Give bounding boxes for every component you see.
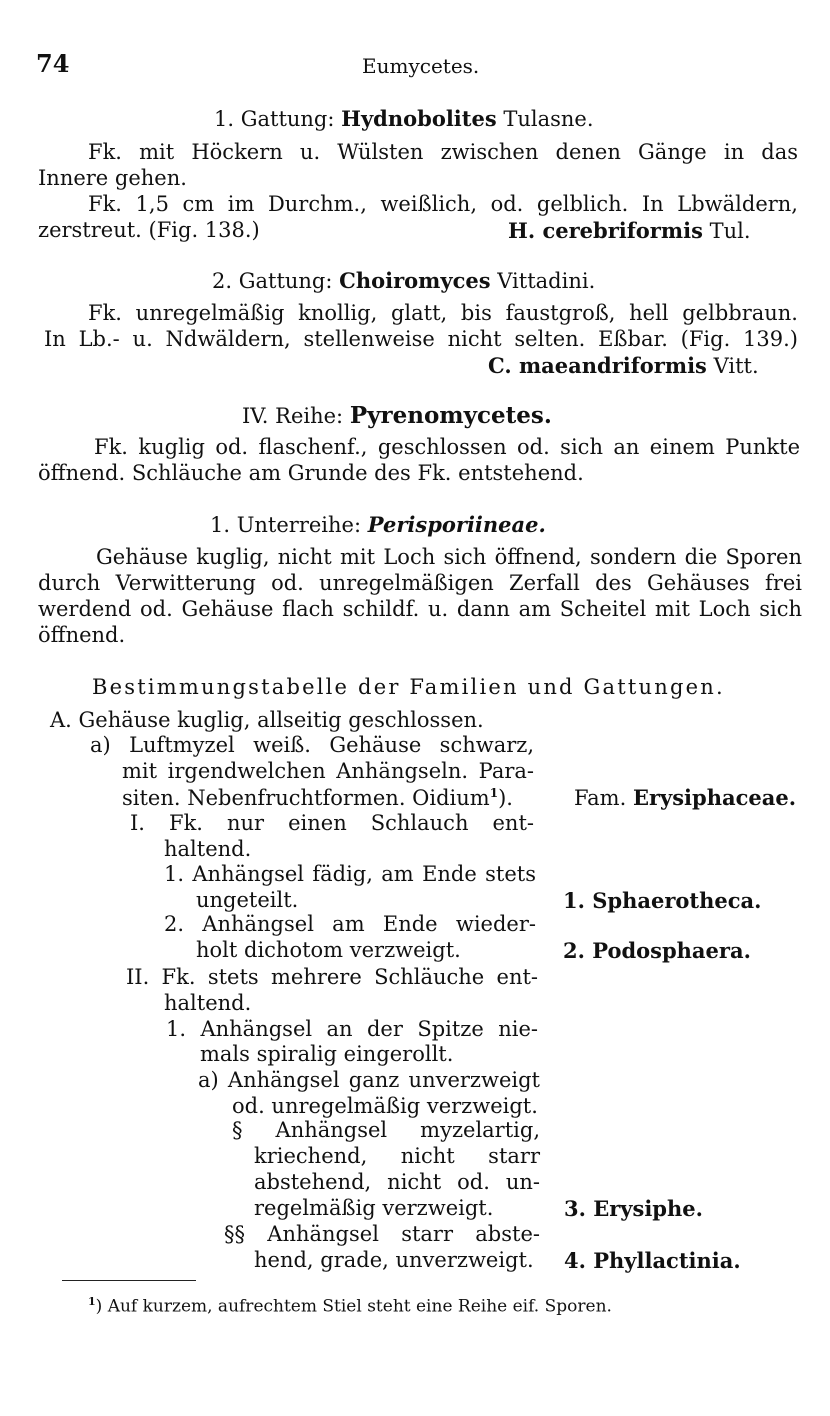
genus-result: 2. Podosphaera. — [563, 938, 751, 963]
key-line: od. unregelmäßig verzweigt. — [232, 1094, 538, 1118]
key-line-A: A. Gehäuse kuglig, allseitig geschlossen. — [50, 708, 484, 732]
key-line: hend, grade, unverzweigt. — [254, 1248, 534, 1272]
key-line: mit irgendwelchen Anhängseln. Para- — [122, 759, 534, 783]
footnote-rule — [62, 1280, 196, 1281]
series-heading-prefix: IV. Reihe: — [242, 404, 344, 428]
text-line: Fk. unregelmäßig knollig, glatt, bis faustgroß, hell gelbbraun. — [88, 301, 798, 325]
genus-result: 1. Sphaerotheca. — [563, 888, 762, 913]
text-line: Gehäuse kuglig, nicht mit Loch sich öffnend, sondern die Sporen — [96, 545, 802, 569]
key-line: I. Fk. nur einen Schlauch ent- — [130, 811, 534, 835]
genus-heading-prefix: 2. Gattung: — [212, 269, 333, 293]
key-line: ungeteilt. — [196, 888, 299, 912]
key-line: §§ Anhängsel starr abste- — [224, 1222, 540, 1246]
key-line: siten. Nebenfruchtformen. Oidium$^1$). — [122, 786, 513, 810]
species-name: C. maeandriformis Vitt. — [488, 353, 759, 378]
key-line: haltend. — [164, 837, 252, 861]
subseries-heading — [210, 514, 546, 536]
genus-author: Tulasne. — [503, 107, 594, 131]
text-line: Fk. kuglig od. flaschenf., geschlossen od. sich an einem Punkte — [94, 435, 800, 459]
series-name: Pyrenomycetes. — [349, 402, 552, 429]
species-name: H. cerebriformis Tul. — [508, 218, 751, 243]
family-result: Fam. Erysiphaceae. — [574, 785, 797, 810]
genus-heading-2 — [212, 270, 595, 292]
genus-name: Hydnobolites — [341, 106, 497, 131]
key-line: regelmäßig verzweigt. — [254, 1196, 494, 1220]
key-line: holt dichotom verzweigt. — [196, 938, 461, 962]
genus-heading-1 — [214, 108, 594, 130]
key-line: kriechend, nicht starr — [254, 1144, 540, 1168]
running-title: Eumycetes. — [362, 54, 480, 78]
genus-heading-prefix: 1. Gattung: — [214, 107, 335, 131]
text-line: werdend od. Gehäuse flach schildf. u. dann am Scheitel mit Loch sich — [38, 597, 802, 621]
key-line: abstehend, nicht od. un- — [254, 1170, 540, 1194]
footnote: $^1$) Auf kurzem, aufrechtem Stiel steht eine Reihe eif. Sporen. — [88, 1295, 612, 1317]
genus-name: Choiromyces — [339, 268, 491, 293]
key-line: haltend. — [164, 991, 252, 1015]
key-line: 2. Anhängsel am Ende wieder- — [164, 912, 536, 936]
text-line: öffnend. — [38, 623, 126, 647]
text-line: Fk. 1,5 cm im Durchm., weißlich, od. gelblich. In Lbwäldern, — [88, 192, 798, 216]
subseries-heading-prefix: 1. Unterreihe: — [210, 513, 362, 537]
key-line: a) Luftmyzel weiß. Gehäuse schwarz, — [90, 733, 534, 757]
text-line: zerstreut. (Fig. 138.) — [38, 218, 260, 242]
text-line: In Lb.- u. Ndwäldern, stellenweise nicht selten. Eßbar. (Fig. 139.) — [44, 327, 798, 351]
key-line: II. Fk. stets mehrere Schläuche ent- — [126, 965, 538, 989]
genus-author: Vittadini. — [497, 269, 596, 293]
text-line: öffnend. Schläuche am Grunde des Fk. entstehend. — [38, 461, 584, 485]
key-line: § Anhängsel myzelartig, — [232, 1118, 540, 1142]
key-line: 1. Anhängsel fädig, am Ende stets — [164, 862, 536, 886]
table-title: Bestimmungstabelle der Familien und Gattungen. — [92, 675, 725, 699]
genus-result: 3. Erysiphe. — [564, 1196, 703, 1221]
key-line: 1. Anhängsel an der Spitze nie- — [166, 1017, 538, 1041]
text-line: Fk. mit Höckern u. Wülsten zwischen denen Gänge in das — [88, 140, 798, 164]
subseries-name: Perisporiineae. — [367, 512, 546, 537]
text-line: Innere gehen. — [38, 166, 187, 190]
series-heading — [242, 404, 552, 427]
page-number: 74 — [36, 49, 70, 78]
key-line: mals spiralig eingerollt. — [200, 1042, 454, 1066]
text-line: durch Verwitterung od. unregelmäßigen Zerfall des Gehäuses frei — [38, 571, 802, 595]
genus-result: 4. Phyllactinia. — [564, 1248, 741, 1273]
key-line: a) Anhängsel ganz unverzweigt — [198, 1068, 540, 1092]
